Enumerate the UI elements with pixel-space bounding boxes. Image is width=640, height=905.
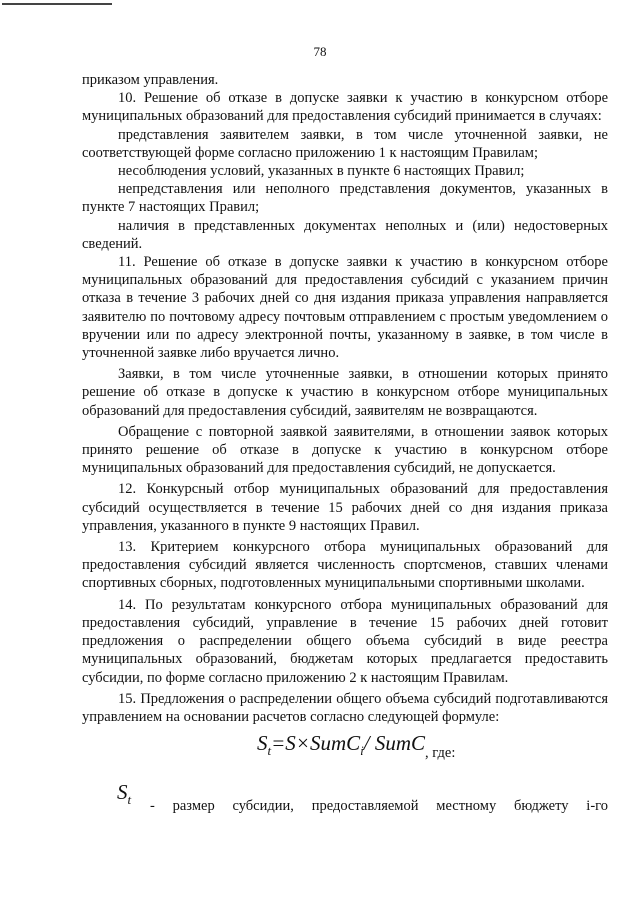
paragraph-11-repeat: Обращение с повторной заявкой заявителями, в отношении заявок которых принято решение об отказе в допуске к участию в конкурсном отборе муниципальных образований для предоставления субсидий, не допускается. [82,423,608,477]
paragraph-11: 11. Решение об отказе в допуске заявки к участию в конкурсном отборе муниципальных образований для предоставления субсидий с указанием причин отказа в течение 3 рабочих дней со дня издания приказа управления направляется заявителю по почтовому адресу почтовым отправлением с простым уведомлением о вручении или по адресу электронной почты, указанному в заявке, в том числе в уточненной заявке либо вручается лично. [82,254,608,362]
definition-symbol: $S_t$ [117,780,132,808]
paragraph-10-case-3: непредставления или неполного представления документов, указанных в пункте 7 настоящих Правил; [82,181,608,216]
paragraph-10: 10. Решение об отказе в допуске заявки к участию в конкурсном отборе муниципальных образований для предоставления субсидий принимается в случаях: [82,90,608,125]
paragraph-14: 14. По результатам конкурсного отбора муниципальных образований для предоставления субсидий, управление в течение 15 рабочих дней готовит предложения о распределении общего объема субсидий в виде реестра муниципальных образований, бюджетам которых предлагается предоставить субсидии, по форме согласно приложению 2 к настоящим Правилам. [82,596,608,686]
paragraph-13: 13. Критерием конкурсного отбора муниципальных образований для предоставления субсидий является численность спортсменов, ставших членами спортивных сборных, подготовленных муниципальными спортивными школами. [82,539,608,592]
paragraph-15: 15. Предложения о распределении общего объема субсидий подготавливаются управлением на основании расчетов согласно следующей формуле: [82,690,608,725]
definition-text: - размер субсидии, предоставляемой местному бюджету i-го [150,798,608,814]
document-body [82,71,608,726]
page-number: 78 [313,44,327,59]
paragraph-10-case-4: наличия в представленных документах неполных и (или) недостоверных сведений. [82,217,608,252]
formula-where: , где: [425,745,456,761]
definition-st [117,780,608,814]
paragraph-10-case-1: представления заявителем заявки, в том числе уточненной заявки, не соответствующей форме согласно приложению 1 к настоящим Правилам; [82,126,608,161]
paragraph-11-applications: Заявки, в том числе уточненные заявки, в отношении которых принято решение об отказе в допуске к участию в конкурсном отборе муниципальных образований для предоставления субсидий, заявителям не возвращаются. [82,366,608,419]
paragraph-continuation: приказом управления. [82,72,219,88]
subsidy-formula [257,731,455,762]
formula-expression: $S_t=S\times SumC_i/$ SumC [257,731,426,759]
top-rule [2,3,112,5]
paragraph-10-case-2: несоблюдения условий, указанных в пункте 6 настоящих Правил; [118,163,525,180]
paragraph-12: 12. Конкурсный отбор муниципальных образований для предоставления субсидий осуществляется в течение 15 рабочих дней со дня издания приказа управления, указанного в пункте 9 настоящих Правил. [82,481,608,534]
